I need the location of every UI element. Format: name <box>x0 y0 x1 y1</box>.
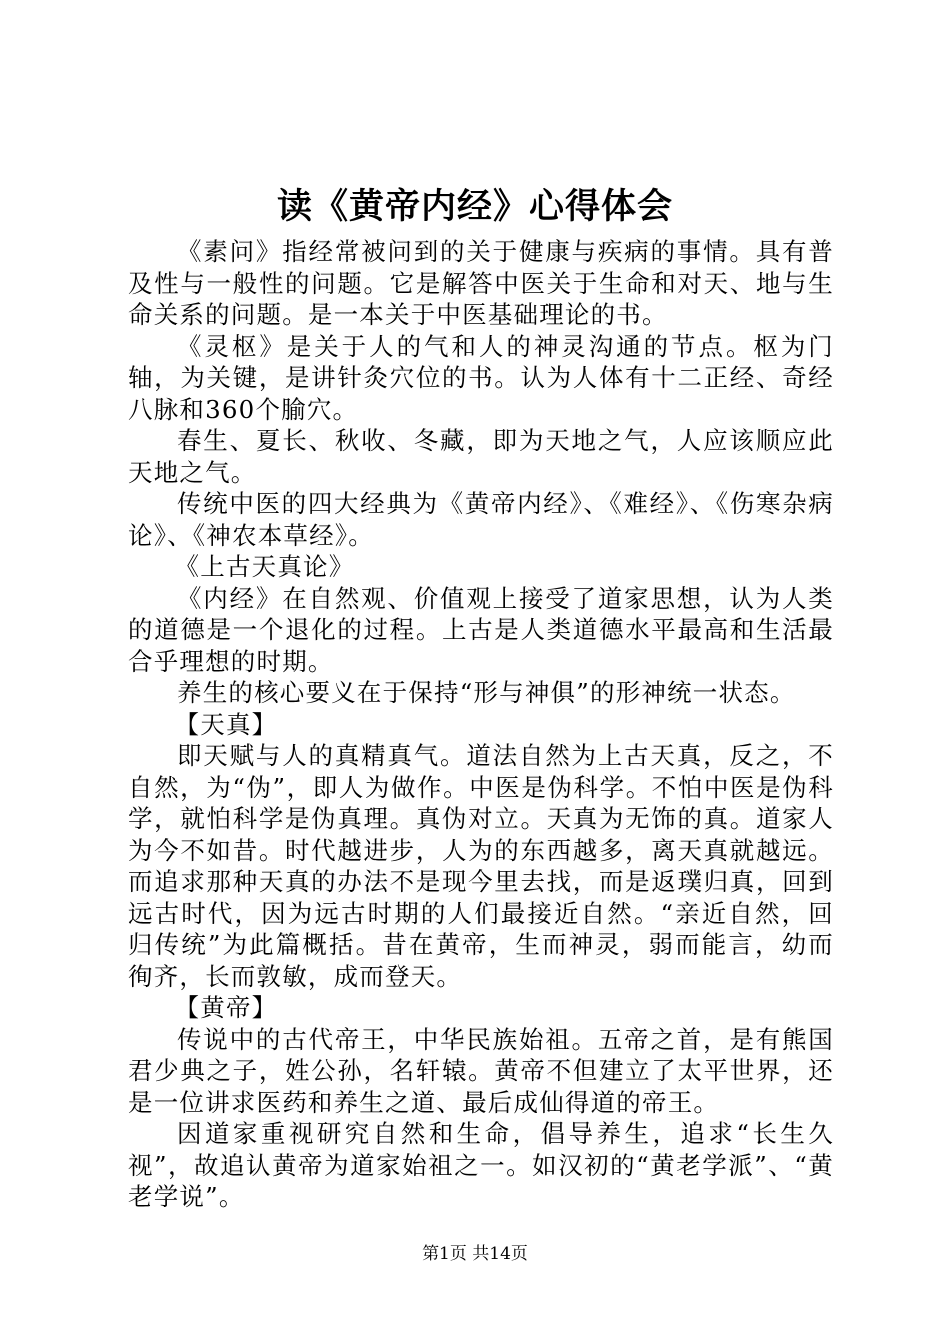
section-heading-shanggu: 《上古天真论》 <box>174 552 355 581</box>
paragraph-seasons: 春生、夏长、秋收、冬藏，即为天地之气，人应该顺应此天地之气。 <box>128 426 834 487</box>
paragraph-daojia: 因道家重视研究自然和生命，倡导养生，追求“长生久视”，故追认黄帝为道家始祖之一。如汉初的“黄老学派”、“黄老学说”。 <box>128 1119 834 1211</box>
page-footer: 第1页 共14页 <box>422 1244 528 1264</box>
paragraph-huangdi: 传说中的古代帝王，中华民族始祖。五帝之首，是有熊国君少典之子，姓公孙，名轩辕。黄帝不但建立了太平世界，还是一位讲求医药和养生之道、最后成仙得道的帝王。 <box>128 1024 834 1117</box>
paragraph-yangsheng: 养生的核心要义在于保持“形与神俱”的形神统一状态。 <box>177 678 796 707</box>
paragraph-suwen: 《素问》指经常被问到的关于健康与疾病的事情。具有普及性与一般性的问题。它是解答中医关于生命和对天、地与生命关系的问题。是一本关于中医基础理论的书。 <box>128 237 834 329</box>
document-body <box>128 236 834 1213</box>
paragraph-four-classics: 传统中医的四大经典为《黄帝内经》、《难经》、《伤寒杂病论》、《神农本草经》。 <box>128 489 834 550</box>
section-heading-huangdi: 【黄帝】 <box>174 993 278 1022</box>
section-heading-tianzhen: 【天真】 <box>174 709 278 739</box>
document-title: 读《黄帝内经》心得体会 <box>276 186 673 227</box>
paragraph-tianzhen: 即天赋与人的真精真气。道法自然为上古天真，反之，不自然，为“伪”，即人为做作。中医是伪科学。不怕中医是伪科学，就怕科学是伪真理。真伪对立。天真为无饰的真。道家人为今不如昔。时代越进步，人为的东西越多，离天真就越远。而追求那种天真的办法不是现今里去找，而是返璞归真，回到远古时代，因为远古时期的人们最接近自然。“亲近自然，回归传统”为此篇概括。昔在黄帝，生而神灵，弱而能言，幼而徇齐，长而敦敏，成而登天。 <box>128 741 834 991</box>
paragraph-neijing: 《内经》在自然观、价值观上接受了道家思想，认为人类的道德是一个退化的过程。上古是人类道德水平最高和生活最合乎理想的时期。 <box>128 583 834 676</box>
paragraph-lingshu: 《灵枢》是关于人的气和人的神灵沟通的节点。枢为门轴，为关键，是讲针灸穴位的书。认为人体有十二正经、奇经八脉和360个腧穴。 <box>128 331 834 424</box>
